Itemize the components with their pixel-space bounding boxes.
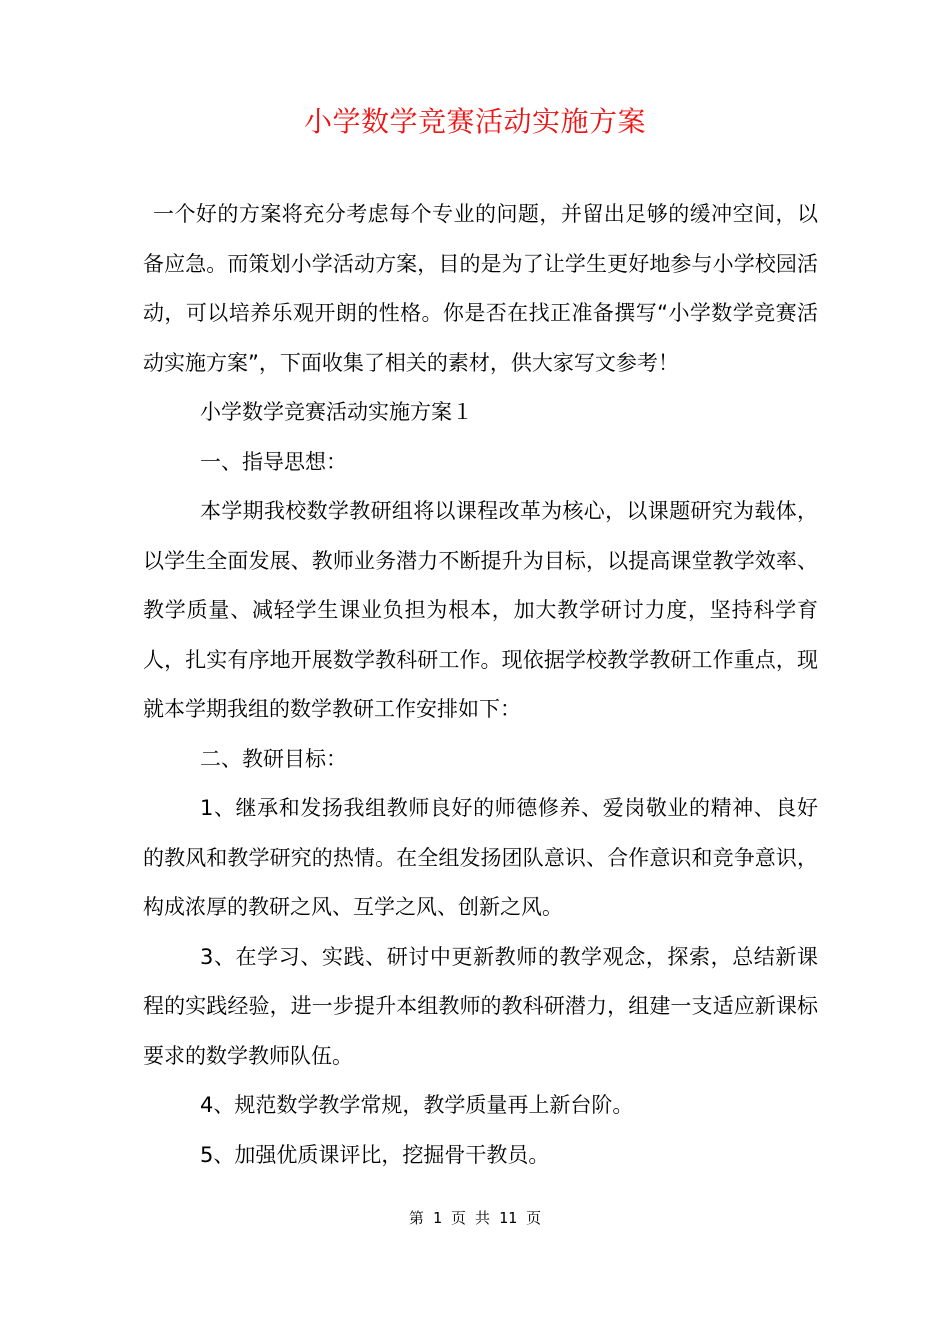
goal-item-5: 5、加强优质课评比，挖掘骨干教员。 bbox=[200, 1142, 550, 1167]
intro-paragraph: 一个好的方案将充分考虑每个专业的问题，并留出足够的缓冲空间，以备应急。而策划小学活动方案，目的是为了让学生更好地参与小学校园活动，可以培养乐观开朗的性格。你是否在找正准备撰写“小学数学竞赛活动实施方案”，下面收集了相关的素材，供大家写文参考！ bbox=[143, 202, 818, 375]
page-number-footer: 第 1 页 共 11 页 bbox=[408, 1209, 542, 1227]
section-plan-heading: 小学数学竞赛活动实施方案１ bbox=[200, 400, 473, 424]
section-heading-research-goals: 二、教研目标： bbox=[200, 746, 347, 771]
guiding-ideology-paragraph: 本学期我校数学教研组将以课程改革为核心，以课题研究为载体，以学生全面发展、教师业务潜力不断提升为目标，以提高课堂教学效率、教学质量、减轻学生课业负担为根本，加大教学研讨力度，坚持科学育人，扎实有序地开展数学教科研工作。现依据学校教学教研工作重点，现就本学期我组的数学教研工作安排如下： bbox=[143, 499, 818, 721]
goal-item-1: 1、继承和发扬我组教师良好的师德修养、爱岗敬业的精神、良好的教风和教学研究的热情。在全组发扬团队意识、合作意识和竞争意识，构成浓厚的教研之风、互学之风、创新之风。 bbox=[143, 796, 818, 919]
document-body bbox=[143, 190, 818, 1180]
document-title: 小学数学竞赛活动实施方案 bbox=[303, 105, 646, 138]
section-heading-guiding-ideology: 一、指导思想： bbox=[200, 449, 347, 474]
goal-item-3: 3、在学习、实践、研讨中更新教师的教学观念，探索，总结新课程的实践经验，进一步提升本组教师的教科研潜力，组建一支适应新课标要求的数学教师队伍。 bbox=[143, 944, 818, 1068]
goal-item-4: 4、规范数学教学常规，教学质量再上新台阶。 bbox=[200, 1093, 634, 1117]
